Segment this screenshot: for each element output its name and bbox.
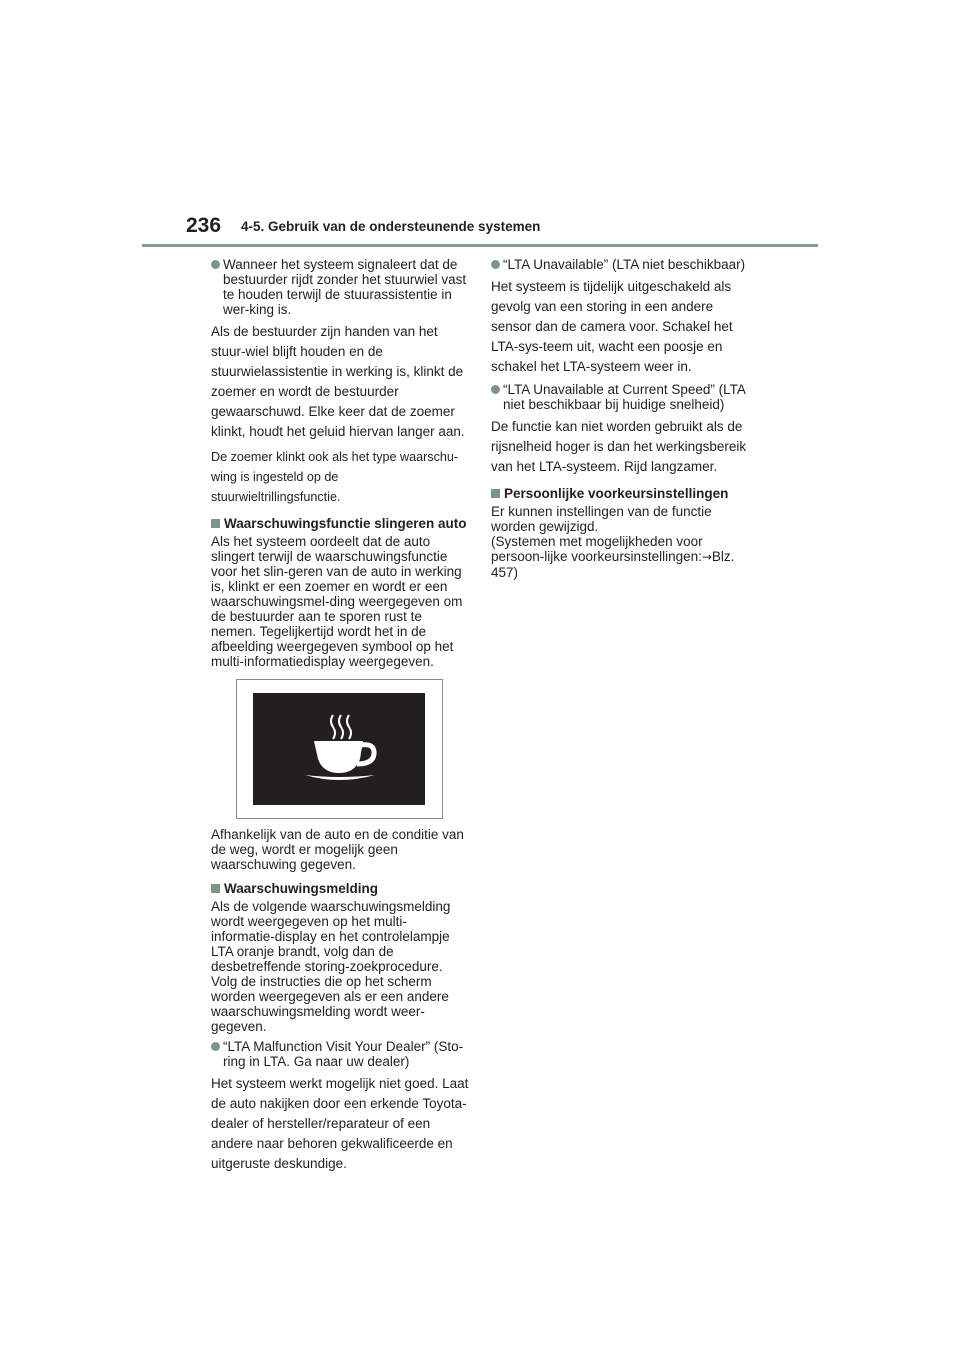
paragraph-no-warning: Afhankelijk van de auto en de conditie van de weg, wordt er mogelijk geen waarschuwing gegeven. — [211, 827, 464, 872]
paragraph-lta-unavailable: Het systeem is tijdelijk uitgeschakeld als gevolg van een storing in een andere sensor dan de camera voor. Schakel het LTA-sys-teem uit, wacht een poosje en schakel het LTA-systeem weer in. — [491, 279, 733, 374]
paragraph-lta-unavailable-speed: De functie kan niet worden gebruikt als de rijsnelheid hoger is dan het werkingsbereik van het LTA-systeem. Rijd langzamer. — [491, 419, 747, 474]
paragraph-lta-malfunction: Het systeem werkt mogelijk niet goed. Laat de auto nakijken door een erkende Toyota-dealer of hersteller/reparateur of een andere naar behoren gekwalificeerde en uitgeruste deskundige. — [211, 1076, 469, 1171]
page-number: 236 — [186, 214, 222, 237]
bullet-lta-unavailable-speed: “LTA Unavailable at Current Speed” (LTA niet beschikbaar bij huidige snelheid) — [491, 382, 751, 412]
right-column — [491, 252, 751, 580]
paragraph-hands-off: Als de bestuurder zijn handen van het stuur-wiel blijft houden en de stuurwielassistentie in werking is, klinkt de zoemer en wordt de bestuurder gewaarschuwd. Elke keer dat de zoemer klinkt, houdt het geluid hiervan langer aan. — [211, 324, 465, 439]
coffee-cup-icon — [253, 693, 425, 805]
page-header — [186, 214, 826, 244]
header-rule — [142, 244, 818, 247]
section-title: 4-5. Gebruik van de ondersteunende systemen — [241, 219, 541, 234]
personal-settings-text: Er kunnen instellingen van de functie worden gewijzigd. — [491, 504, 712, 534]
bullet-lta-malfunction: “LTA Malfunction Visit Your Dealer” (Sto-ring in LTA. Ga naar uw dealer) — [211, 1039, 469, 1069]
figure-coffee-cup — [236, 679, 443, 819]
bullet-hands-off: Wanneer het systeem signaleert dat de bestuurder rijdt zonder het stuurwiel vast te houden terwijl de stuurassistentie in wer-king is. — [211, 257, 469, 317]
paragraph-sway-warning: Als het systeem oordeelt dat de auto slingert terwijl de waarschuwingsfunctie voor het slin-geren van de auto in werking is, klinkt er een zoemer en wordt er een waarschuwingsmel-ding weergegeven om de bestuurder aan te sporen rust te nemen. Tegelijkertijd wordt het in de afbeelding weergegeven symbool op het multi-informatiedisplay weergegeven. — [211, 534, 463, 669]
paragraph-vibration: De zoemer klinkt ook als het type waarschu-wing is ingesteld op de stuurwieltrillingsfunctie. — [211, 450, 459, 504]
paragraph-warning-message: Als de volgende waarschuwingsmelding wordt weergegeven op het multi-informatie-display en het controlelampje LTA oranje brandt, volg dan de desbetreffende storing-zoekprocedure. Volg de instructies die op het scherm worden weergegeven als er een andere waarschuwingsmelding wordt weer-gegeven. — [211, 899, 451, 1034]
page-reference-link[interactable]: Blz. 457) — [491, 549, 735, 580]
bullet-lta-unavailable: “LTA Unavailable” (LTA niet beschikbaar) — [491, 257, 751, 272]
heading-warning-message: Waarschuwingsmelding — [211, 881, 469, 896]
left-column — [211, 252, 469, 1174]
paragraph-personal-settings — [491, 504, 751, 580]
heading-sway-warning: Waarschuwingsfunctie slingeren auto — [211, 516, 469, 531]
arrow-icon: → — [701, 550, 712, 564]
display-screen — [253, 693, 425, 805]
heading-personal-settings: Persoonlijke voorkeursinstellingen — [491, 486, 751, 501]
personal-settings-ref-prefix: (Systemen met mogelijkheden voor persoon-lijke voorkeursinstellingen: — [491, 534, 703, 564]
